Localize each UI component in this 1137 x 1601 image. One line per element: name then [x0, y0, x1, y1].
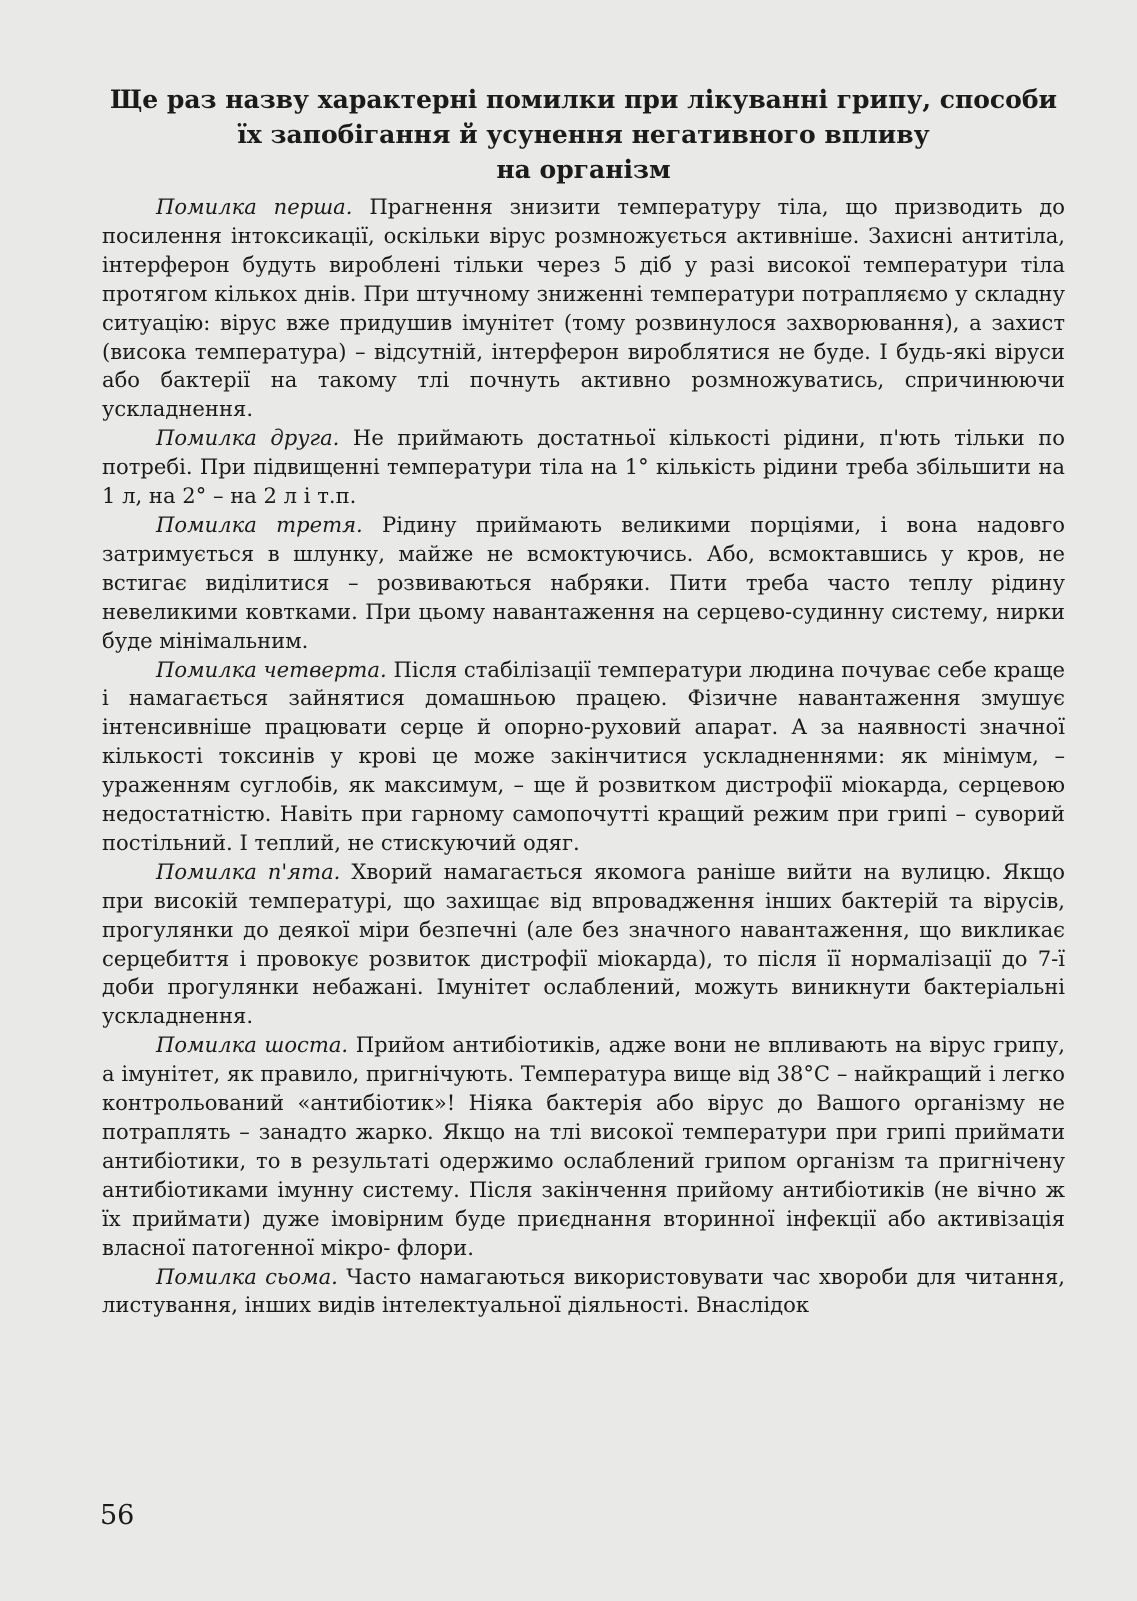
paragraph-text: Часто намагаються використовувати час хвороби для читання, листування, інших видів інтелектуальної діяльності. Внаслідок	[102, 1263, 1065, 1318]
heading-line-2: їх запобігання й усунення негативного впливу	[237, 120, 930, 149]
heading-line-1: Ще раз назву характерні помилки при лікуванні грипу, способи	[109, 85, 1058, 114]
heading-line-3: на організм	[496, 155, 671, 184]
body-text	[102, 193, 1065, 1320]
paragraph-text: Рідину приймають великими порціями, і вона надовго затримується в шлунку, майже не всмоктуючись. Або, всмоктавшись у кров, не встигає виділитися – розвиваються набряки. Пити треба часто теплу рідину невеликими ковтками. При цьому навантаження на серцево-судинну систему, нирки буде мінімальним.	[102, 511, 1066, 653]
paragraph-lead: Помилка друга.	[156, 425, 340, 451]
paragraph-5	[102, 858, 1065, 1031]
paragraph-1	[102, 193, 1065, 424]
paragraph-2	[102, 424, 1065, 511]
paragraph-lead: Помилка третя.	[156, 511, 363, 537]
paragraph-text: Хворий намагається якомога раніше вийти на вулицю. Якщо при високій температурі, що захищає від впровадження інших бактерій та вірусів, прогулянки до деякої міри безпечні (але без значного навантаження, що викликає серцебиття і провокує розвиток дистрофії міокарда), то після її нормалізації до 7-ї доби прогулянки небажані. Імунітет ослаблений, можуть виникнути бактеріальні ускладнення.	[102, 858, 1065, 1029]
paragraph-text: Прагнення знизити температуру тіла, що призводить до посилення інтоксикації, оскільки вірус розмножується активніше. Захисні антитіла, інтерферон будуть вироблені тільки через 5 діб у разі високої температури тіла протягом кількох днів. При штучному зниженні температури потрапляємо у складну ситуацію: вірус вже придушив імунітет (тому розвинулося захворювання), а захист (висока температура) – відсутній, інтерферон вироблятися не буде. І будь-які віруси або бактерії на такому тлі почнуть активно розмножуватись, спричинюючи ускладнення.	[102, 194, 1065, 422]
paragraph-lead: Помилка четверта.	[156, 656, 387, 682]
paragraph-3	[102, 511, 1065, 656]
paragraph-lead: Помилка перша.	[156, 194, 353, 219]
paragraph-text: Прийом антибіотиків, адже вони не впливають на вірус грипу, а імунітет, як правило, пригнічують. Температура вище від 38°С – найкращий і легко контрольований «антибіотик»! Ніяка бактерія або вірус до Вашого організму не потраплять – занадто жарко. Якщо на тлі високої температури при грипі приймати антибіотики, то в результаті одержимо ослаблений грипом організм та пригнічену антибіотиками імунну систему. Після закінчення прийому антибіотиків (не вічно ж їх приймати) дуже імовірним буде приєднання вторинної інфекції або активізація власної патогенної мікро- флори.	[102, 1032, 1065, 1260]
section-heading	[102, 82, 1065, 187]
paragraph-6	[102, 1031, 1065, 1262]
paragraph-text: Не приймають достатньої кількості рідини, п'ють тільки по потребі. При підвищенні температури тіла на 1° кількість рідини треба збільшити на 1 л, на 2° – на 2 л і т.п.	[102, 425, 1065, 509]
paragraph-4	[102, 656, 1065, 858]
paragraph-7	[102, 1263, 1065, 1321]
paragraph-lead: Помилка сьома.	[156, 1263, 338, 1289]
page-number: 56	[100, 1500, 135, 1531]
paragraph-lead: Помилка п'ята.	[156, 858, 341, 884]
paragraph-lead: Помилка шоста.	[156, 1032, 349, 1058]
paragraph-text: Після стабілізації температури людина почуває себе краще і намагається зайнятися домашньою працею. Фізичне навантаження змушує інтенсивніше працювати серце й опорно-руховий апарат. А за наявності значної кількості токсинів у крові це може закінчитися ускладненнями: як мінімум, – ураженням суглобів, як максимум, – ще й розвитком дистрофії міокарда, серцевою недостатністю. Навіть при гарному самопочутті кращий режим при грипі – суворий постільний. І теплий, не стискуючий одяг.	[102, 656, 1066, 855]
